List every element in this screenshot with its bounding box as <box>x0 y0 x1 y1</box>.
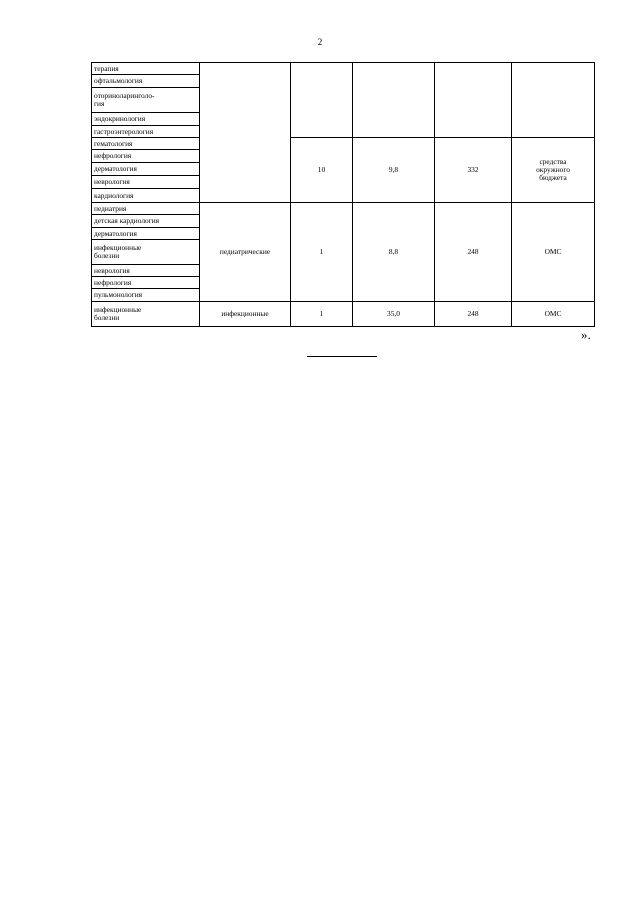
specialty-cell: инфекционные болезни <box>92 302 200 327</box>
table-row <box>92 63 595 75</box>
beds-cell: 1 <box>291 203 353 302</box>
beds-cell: 10 <box>291 138 353 203</box>
separator-line <box>307 356 377 357</box>
source-cell: ОМС <box>512 203 595 302</box>
page-number: 2 <box>317 37 323 47</box>
coef-cell: 35,0 <box>353 302 435 327</box>
profile-cell <box>200 63 291 203</box>
specialty-cell: офтальмология <box>92 75 200 88</box>
closing-quote: ». <box>581 327 591 342</box>
specialty-cell: неврология <box>92 176 200 189</box>
specialty-cell: нефрология <box>92 277 200 289</box>
coef-cell <box>353 63 435 138</box>
specialty-cell: гастроэнтерология <box>92 126 200 138</box>
specialty-cell: детская кардиология <box>92 215 200 228</box>
specialty-cell: кардиология <box>92 189 200 203</box>
beds-cell: 1 <box>291 302 353 327</box>
profile-cell: педиатрические <box>200 203 291 302</box>
specialty-cell: педиатрия <box>92 203 200 215</box>
specialty-cell: неврология <box>92 265 200 277</box>
specialty-cell: нефрология <box>92 150 200 163</box>
beds-table <box>91 62 595 327</box>
tariff-cell: 332 <box>435 138 512 203</box>
source-cell <box>512 63 595 138</box>
tariff-cell <box>435 63 512 138</box>
specialty-cell: пульмонология <box>92 289 200 302</box>
coef-cell: 8,8 <box>353 203 435 302</box>
specialty-cell: гематология <box>92 138 200 150</box>
table-row <box>92 138 595 150</box>
specialty-cell: эндокринология <box>92 113 200 126</box>
profile-cell: инфекционные <box>200 302 291 327</box>
source-cell: средства окружного бюджета <box>512 138 595 203</box>
coef-cell: 9,8 <box>353 138 435 203</box>
tariff-cell: 248 <box>435 302 512 327</box>
beds-cell <box>291 63 353 138</box>
table-row <box>92 302 595 327</box>
source-cell: ОМС <box>512 302 595 327</box>
specialty-cell: оториноларинголо- гия <box>92 88 200 113</box>
specialty-cell: инфекционные болезни <box>92 240 200 265</box>
table-row <box>92 203 595 215</box>
specialty-cell: дерматология <box>92 163 200 176</box>
specialty-cell: терапия <box>92 63 200 75</box>
specialty-cell: дерматология <box>92 228 200 240</box>
tariff-cell: 248 <box>435 203 512 302</box>
